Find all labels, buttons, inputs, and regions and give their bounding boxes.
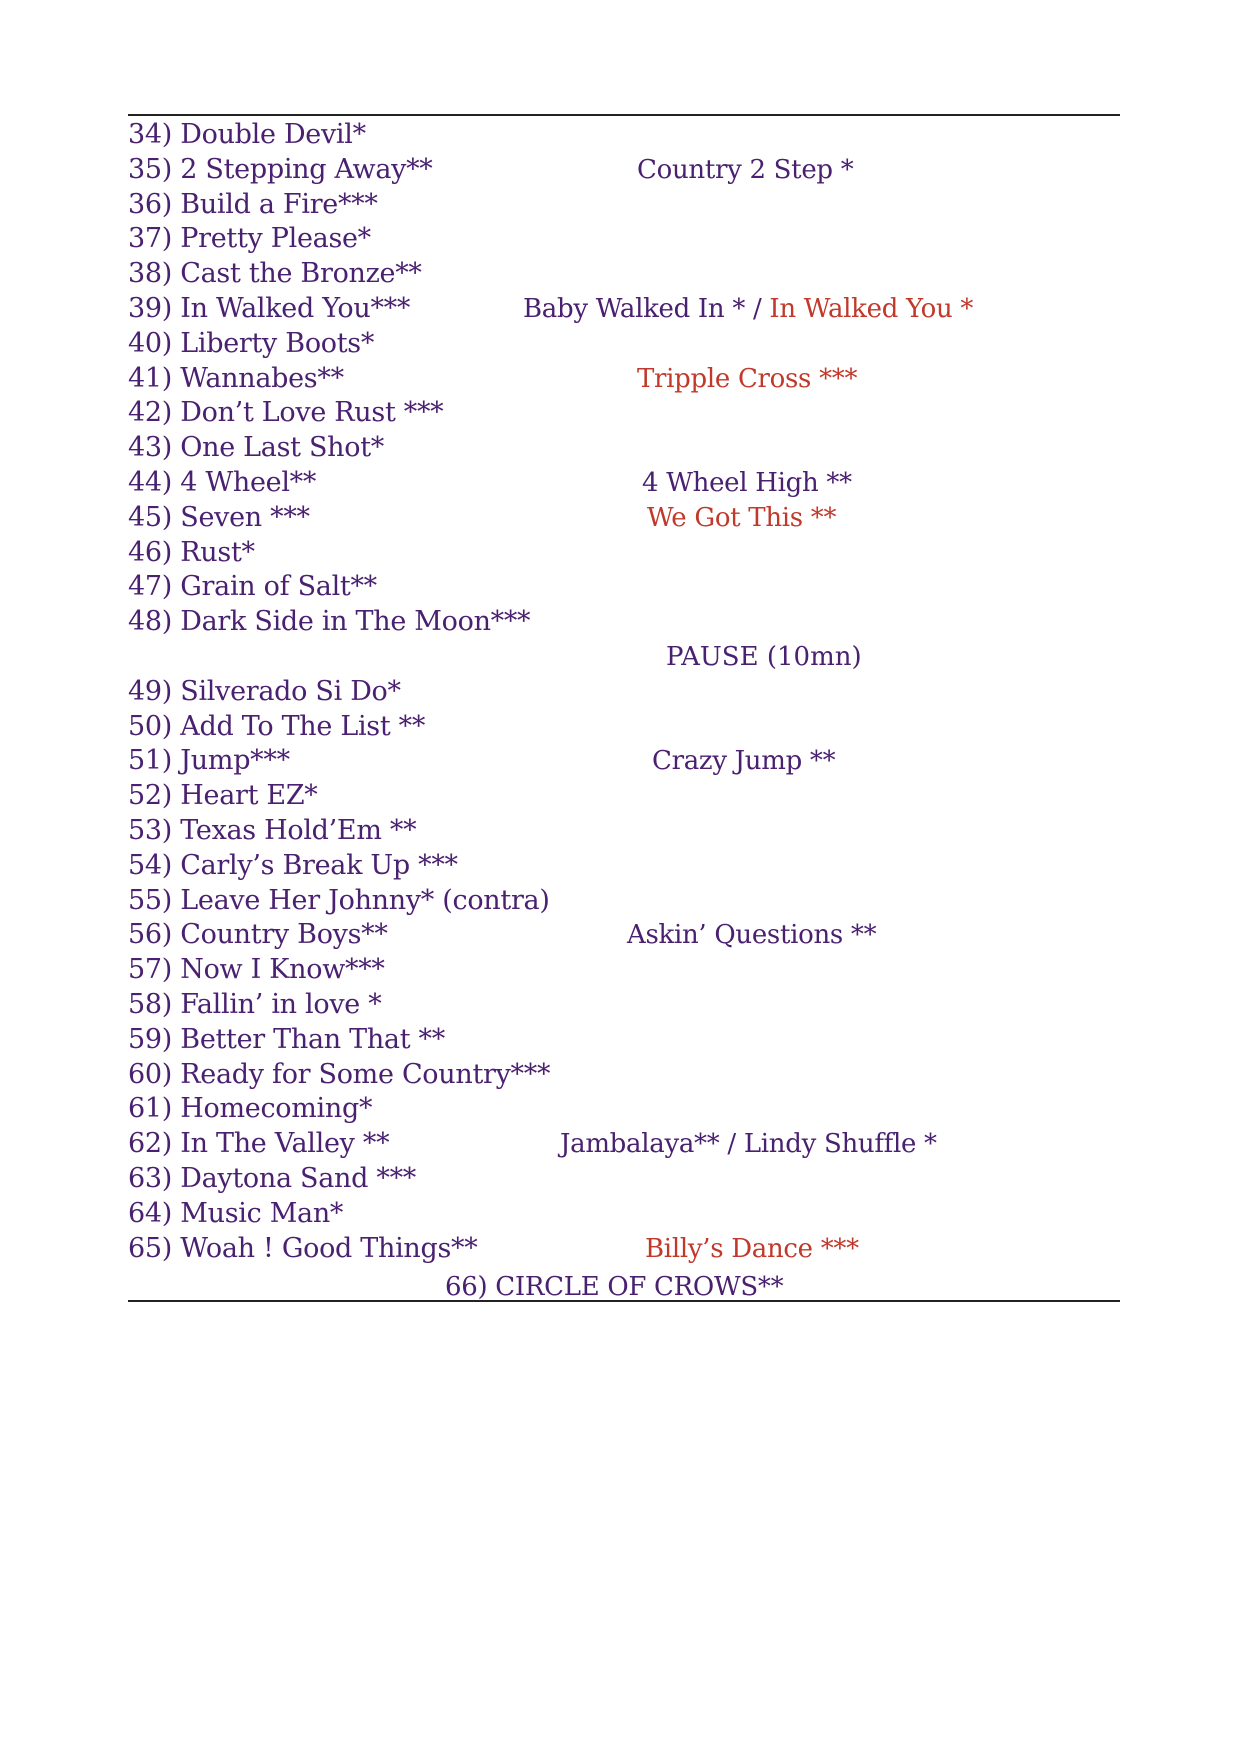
dance-row (128, 1127, 1120, 1162)
alternative-dance-text: Baby Walked In * / (523, 293, 770, 324)
alternative-dance (652, 744, 835, 778)
dance-row (128, 431, 1120, 466)
dance-row (128, 884, 1120, 919)
dance-row (128, 605, 1120, 640)
dance-title: 39) In Walked You*** (128, 292, 411, 324)
dance-title: 38) Cast the Bronze** (128, 258, 422, 290)
dance-row (128, 849, 1120, 884)
dance-row (128, 118, 1120, 153)
dance-title: 35) 2 Stepping Away** (128, 153, 433, 185)
dance-row (128, 536, 1120, 571)
dance-row (128, 327, 1120, 362)
dance-title: 42) Don’t Love Rust *** (128, 397, 444, 429)
dance-row (128, 953, 1120, 988)
dance-title: 45) Seven *** (128, 501, 310, 533)
dance-row (128, 918, 1120, 953)
dance-title: 50) Add To The List ** (128, 710, 426, 742)
dance-row (128, 257, 1120, 292)
dance-title: 64) Music Man* (128, 1197, 344, 1229)
alternative-dance (637, 153, 853, 187)
dance-row (128, 988, 1120, 1023)
top-divider (128, 114, 1120, 116)
dance-row (128, 396, 1120, 431)
dance-row (128, 362, 1120, 397)
dance-row (128, 466, 1120, 501)
dance-title: 55) Leave Her Johnny* (contra) (128, 884, 550, 916)
dance-title: 56) Country Boys** (128, 919, 388, 951)
dance-row (128, 570, 1120, 605)
dance-title: 48) Dark Side in The Moon*** (128, 606, 531, 638)
alternative-dance-text: Crazy Jump ** (652, 746, 836, 777)
alternative-dance (642, 466, 852, 500)
dance-title: 61) Homecoming* (128, 1093, 373, 1125)
dance-row (128, 1092, 1120, 1127)
dance-row (128, 814, 1120, 849)
dance-title: 62) In The Valley ** (128, 1128, 390, 1160)
alternative-dance-text: Tripple Cross *** (637, 363, 858, 394)
dance-title: 37) Pretty Please* (128, 223, 371, 255)
dance-row (128, 1058, 1120, 1093)
dance-title: 52) Heart EZ* (128, 780, 318, 812)
alternative-dance-text: Country 2 Step * (637, 154, 854, 185)
dance-title: 34) Double Devil* (128, 119, 366, 150)
dance-row (128, 188, 1120, 223)
dance-title: 65) Woah ! Good Things** (128, 1232, 478, 1264)
pause-label: PAUSE (10mn) (666, 641, 862, 672)
dance-title: 41) Wannabes** (128, 362, 344, 394)
dance-row (128, 501, 1120, 536)
pause-row (128, 640, 1120, 675)
dance-title: 51) Jump*** (128, 745, 290, 777)
dance-row (128, 675, 1120, 710)
dance-list (128, 118, 1120, 1266)
dance-row (128, 292, 1120, 327)
dance-title: 58) Fallin’ in love * (128, 988, 382, 1020)
alternative-dance (637, 362, 857, 396)
alternative-dance (627, 918, 876, 952)
dance-title: 54) Carly’s Break Up *** (128, 849, 458, 881)
dance-title: 57) Now I Know*** (128, 954, 385, 986)
alternative-dance-text: In Walked You * (769, 293, 974, 324)
alternative-dance-text: Jambalaya** / Lindy Shuffle * (560, 1129, 937, 1160)
dance-row (128, 1162, 1120, 1197)
alternative-dance-text: Askin’ Questions ** (627, 920, 877, 951)
dance-title: 40) Liberty Boots* (128, 327, 375, 359)
final-dance: 66) CIRCLE OF CROWS** (445, 1272, 784, 1302)
alternative-dance (645, 1232, 859, 1266)
dance-title: 53) Texas Hold’Em ** (128, 814, 417, 846)
dance-title: 47) Grain of Salt** (128, 571, 377, 603)
dance-row (128, 744, 1120, 779)
dance-title: 49) Silverado Si Do* (128, 675, 401, 707)
dance-row (128, 1232, 1120, 1267)
dance-row (128, 1197, 1120, 1232)
dance-title: 60) Ready for Some Country*** (128, 1058, 551, 1090)
dance-title: 46) Rust* (128, 536, 255, 568)
alternative-dance-text: 4 Wheel High ** (642, 467, 852, 498)
dance-row (128, 222, 1120, 257)
dance-title: 36) Build a Fire*** (128, 188, 378, 220)
dance-row (128, 153, 1120, 188)
dance-title: 59) Better Than That ** (128, 1023, 445, 1055)
dance-title: 63) Daytona Sand *** (128, 1162, 416, 1194)
alternative-dance-text: Billy’s Dance *** (645, 1233, 859, 1264)
dance-title: 44) 4 Wheel** (128, 466, 317, 498)
dance-title: 43) One Last Shot* (128, 432, 384, 464)
alternative-dance (647, 501, 836, 535)
alternative-dance-text: We Got This ** (647, 502, 837, 533)
alternative-dance (560, 1127, 937, 1161)
dance-row (128, 1023, 1120, 1058)
dance-row (128, 710, 1120, 745)
bottom-divider (128, 1300, 1120, 1302)
dance-row (128, 779, 1120, 814)
alternative-dance (523, 292, 973, 326)
